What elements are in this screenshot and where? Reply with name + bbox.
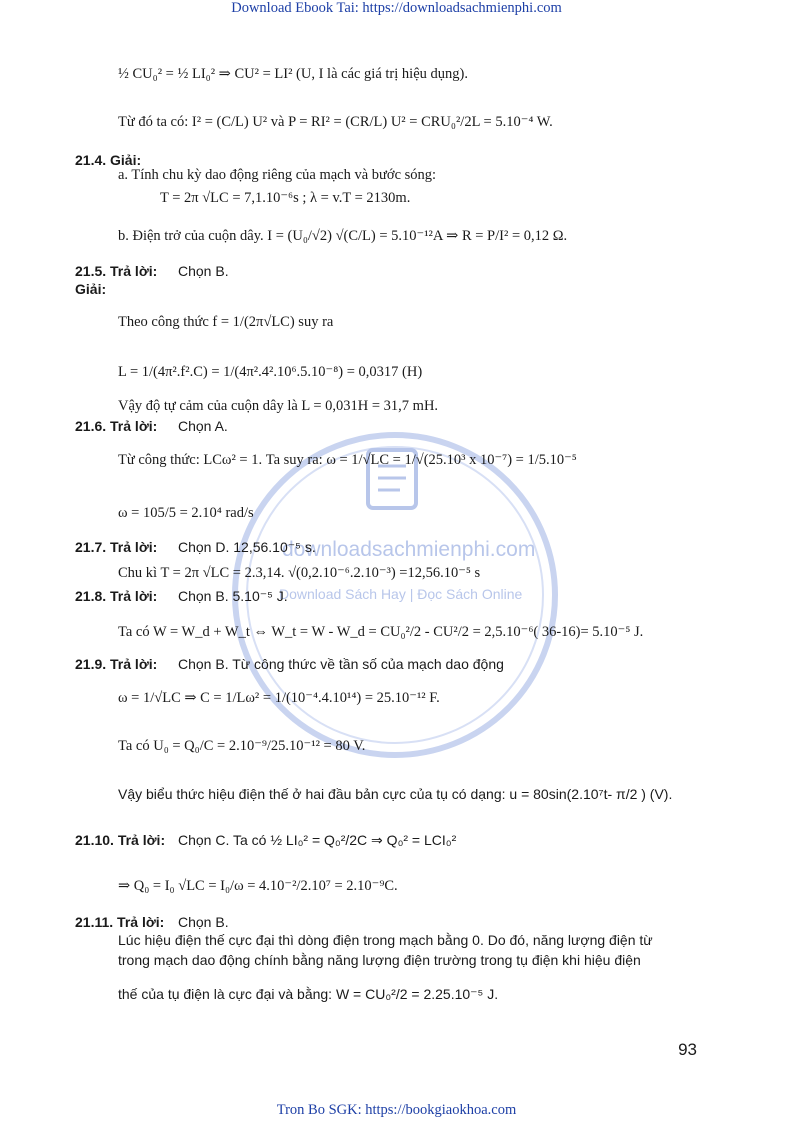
text-line: Từ công thức: LCω² = 1. Ta suy ra: ω = 1/√LC = 1/√(25.10³ x 10⁻⁷) = 1/5.10⁻⁵ — [118, 452, 577, 468]
answer-21-6: Chọn A. — [178, 418, 228, 434]
text-line: Vậy biểu thức hiệu điện thế ở hai đầu bản cực của tụ có dạng: u = 80sin(2.10⁷t- π/2 ) (V). — [118, 786, 673, 802]
answer-21-8: Chọn B. 5.10⁻⁵ J. — [178, 588, 288, 604]
text-line: Ta có W = W_d + W_t ⇔ W_t = W - W_d = CU₀²/2 - CU²/2 = 2,5.10⁻⁶( 36-16)= 5.10⁻⁵ J. — [118, 624, 644, 640]
text-line: Lúc hiệu điện thế cực đại thì dòng điện trong mạch bằng 0. Do đó, năng lượng điện từ — [118, 932, 653, 948]
answer-21-10: Chọn C. Ta có ½ LI₀² = Q₀²/2C ⇒ Q₀² = LCI₀² — [178, 832, 457, 848]
solution-heading: Giải: — [75, 281, 107, 297]
text-line: Từ đó ta có: I² = (C/L) U² và P = RI² = (CR/L) U² = CRU₀²/2L = 5.10⁻⁴ W. — [118, 114, 553, 130]
section-heading-21-4: 21.4. Giải: — [75, 152, 142, 168]
text-line: a. Tính chu kỳ dao động riêng của mạch và bước sóng: — [118, 167, 437, 183]
page-number: 93 — [678, 1040, 697, 1059]
text-line: ½ CU₀² = ½ LI₀² ⇒ CU² = LI² (U, I là các giá trị hiệu dụng). — [118, 66, 468, 82]
footer-sgk-link[interactable]: Tron Bo SGK: https://bookgiaokhoa.com — [276, 1102, 517, 1118]
text-line: ω = 1/√LC ⇒ C = 1/Lω² = 1/(10⁻⁴.4.10¹⁴) = 25.10⁻¹² F. — [118, 690, 440, 706]
text-line: Chu kì T = 2π √LC = 2.3,14. √(0,2.10⁻⁶.2.10⁻³) =12,56.10⁻⁵ s — [118, 565, 481, 581]
watermark-site: downloadsachmienphi.com — [282, 538, 536, 561]
text-line: Ta có U₀ = Q₀/C = 2.10⁻⁹/25.10⁻¹² = 80 V. — [118, 738, 366, 754]
answer-21-9: Chọn B. Từ công thức về tần số của mạch dao động — [178, 656, 504, 672]
text-line: trong mạch dao động chính bằng năng lượng điện trường trong tụ điện khi hiệu điện — [118, 952, 641, 968]
section-heading-21-8: 21.8. Trả lời: — [75, 588, 158, 604]
section-heading-21-7: 21.7. Trả lời: — [75, 539, 158, 555]
section-heading-21-6: 21.6. Trả lời: — [75, 418, 158, 434]
text-line: T = 2π √LC = 7,1.10⁻⁶s ; λ = v.T = 2130m. — [160, 190, 411, 206]
text-line: thế của tụ điện là cực đại và bằng: W = CU₀²/2 = 2.25.10⁻⁵ J. — [118, 986, 499, 1002]
text-line: Vậy độ tự cảm của cuộn dây là L = 0,031H = 31,7 mH. — [118, 398, 439, 414]
answer-21-11: Chọn B. — [178, 914, 229, 930]
section-heading-21-5: 21.5. Trả lời: — [75, 263, 158, 279]
text-line: ω = 105/5 = 2.10⁴ rad/s — [118, 505, 254, 521]
section-heading-21-11: 21.11. Trả lời: — [75, 914, 165, 930]
text-line: b. Điện trở của cuộn dây. I = (U₀/√2) √(C/L) = 5.10⁻¹²A ⇒ R = P/I² = 0,12 Ω. — [118, 228, 568, 244]
text-line: Theo công thức f = 1/(2π√LC) suy ra — [118, 314, 334, 330]
watermark-tagline: Download Sách Hay | Đọc Sách Online — [279, 586, 523, 602]
text-line: L = 1/(4π².f².C) = 1/(4π².4².10⁶.5.10⁻⁸) = 0,0317 (H) — [118, 364, 423, 380]
answer-21-5: Chọn B. — [178, 263, 229, 279]
answer-21-7: Chọn D. 12,56.10⁻⁵ s. — [178, 539, 316, 555]
section-heading-21-10: 21.10. Trả lời: — [75, 832, 166, 848]
header-download-link[interactable]: Download Ebook Tai: https://downloadsachmienphi.com — [231, 0, 562, 16]
section-heading-21-9: 21.9. Trả lời: — [75, 656, 158, 672]
text-line: ⇒ Q₀ = I₀ √LC = I₀/ω = 4.10⁻²/2.10⁷ = 2.10⁻⁹C. — [118, 878, 398, 894]
